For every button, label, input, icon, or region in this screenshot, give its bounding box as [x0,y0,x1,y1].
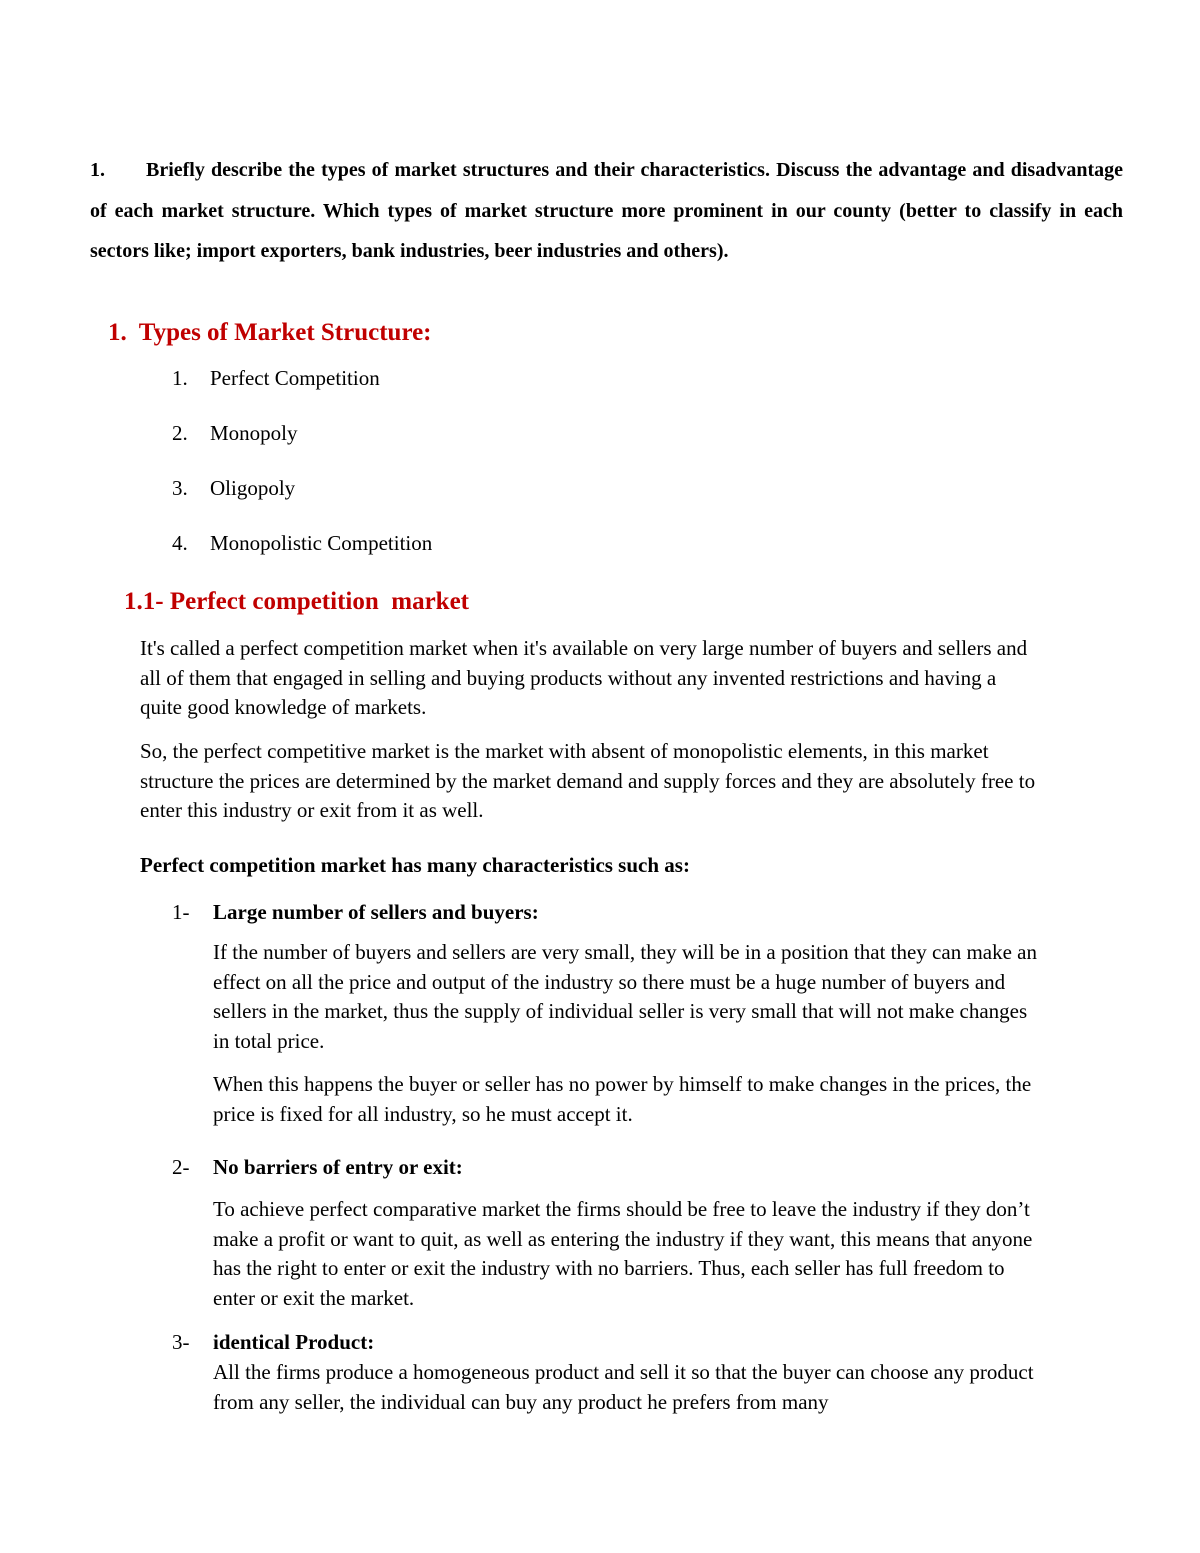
list-item-label: Oligopoly [210,476,296,500]
characteristic-number: 3- [172,1330,190,1354]
characteristic-title: No barriers of entry or exit: [213,1155,463,1179]
list-item-label: Perfect Competition [210,366,380,390]
characteristic-title: identical Product: [213,1330,375,1354]
characteristic-paragraph: When this happens the buyer or seller has no power by himself to make changes in the prices, the price is fixed for all industry, so he must accept it. [213,1072,1032,1126]
body-paragraph: So, the perfect competitive market is the market with absent of monopolistic elements, in this market structure the prices are determined by the market demand and supply forces and they are absolutely free to enter this industry or exit from it as well. [140,739,1036,822]
list-item [172,473,432,528]
characteristic-item [172,1327,374,1357]
characteristic-item [172,1152,463,1182]
list-item-label: Monopoly [210,421,298,445]
market-types-list [172,363,432,583]
subsection-heading-perfect-competition: 1.1- Perfect competition market [124,588,469,615]
list-item-label: Monopolistic Competition [210,531,433,555]
characteristics-heading: Perfect competition market has many characteristics such as: [140,853,690,877]
section-number: 1. [108,319,127,346]
characteristic-item [172,897,539,927]
section-heading-types [108,316,432,350]
characteristic-paragraph: To achieve perfect comparative market the firms should be free to leave the industry if they don’t make a profit or want to quit, as well as entering the industry if they want, this means that anyone has the right to enter or exit the industry with no barriers. Thus, each seller has full freedom to enter or exit the market. [213,1197,1033,1310]
question-number: 1. [90,159,105,181]
characteristic-number: 2- [172,1155,190,1179]
list-item-number: 1. [172,366,188,390]
list-item-number: 2. [172,421,188,445]
body-paragraph: It's called a perfect competition market when it's available on very large number of buyers and sellers and all of them that engaged in selling and buying products without any invented restrictions and having a quite good knowledge of markets. [140,636,1028,719]
section-title: Types of Market Structure: [138,319,432,346]
characteristic-paragraph: If the number of buyers and sellers are very small, they will be in a position that they can make an effect on all the price and output of the industry so there must be a huge number of buyers and sellers in the market, thus the supply of individual seller is very small that will not make changes in total price. [213,940,1037,1053]
question-paragraph [90,150,1123,272]
characteristic-title: Large number of sellers and buyers: [213,900,539,924]
list-item-number: 4. [172,531,188,555]
characteristic-paragraph: All the firms produce a homogeneous product and sell it so that the buyer can choose any product from any seller, the individual can buy any product he prefers from many [213,1360,1034,1414]
list-item [172,418,432,473]
list-item [172,363,432,418]
list-item [172,528,432,583]
question-text: Briefly describe the types of market structures and their characteristics. Discuss the advantage and disadvantage of each market structure. Which types of market structure more prominent in our county (better to classify in each sectors like; import exporters, bank industries, beer industries and others). [90,159,1123,262]
characteristic-number: 1- [172,900,190,924]
list-item-number: 3. [172,476,188,500]
